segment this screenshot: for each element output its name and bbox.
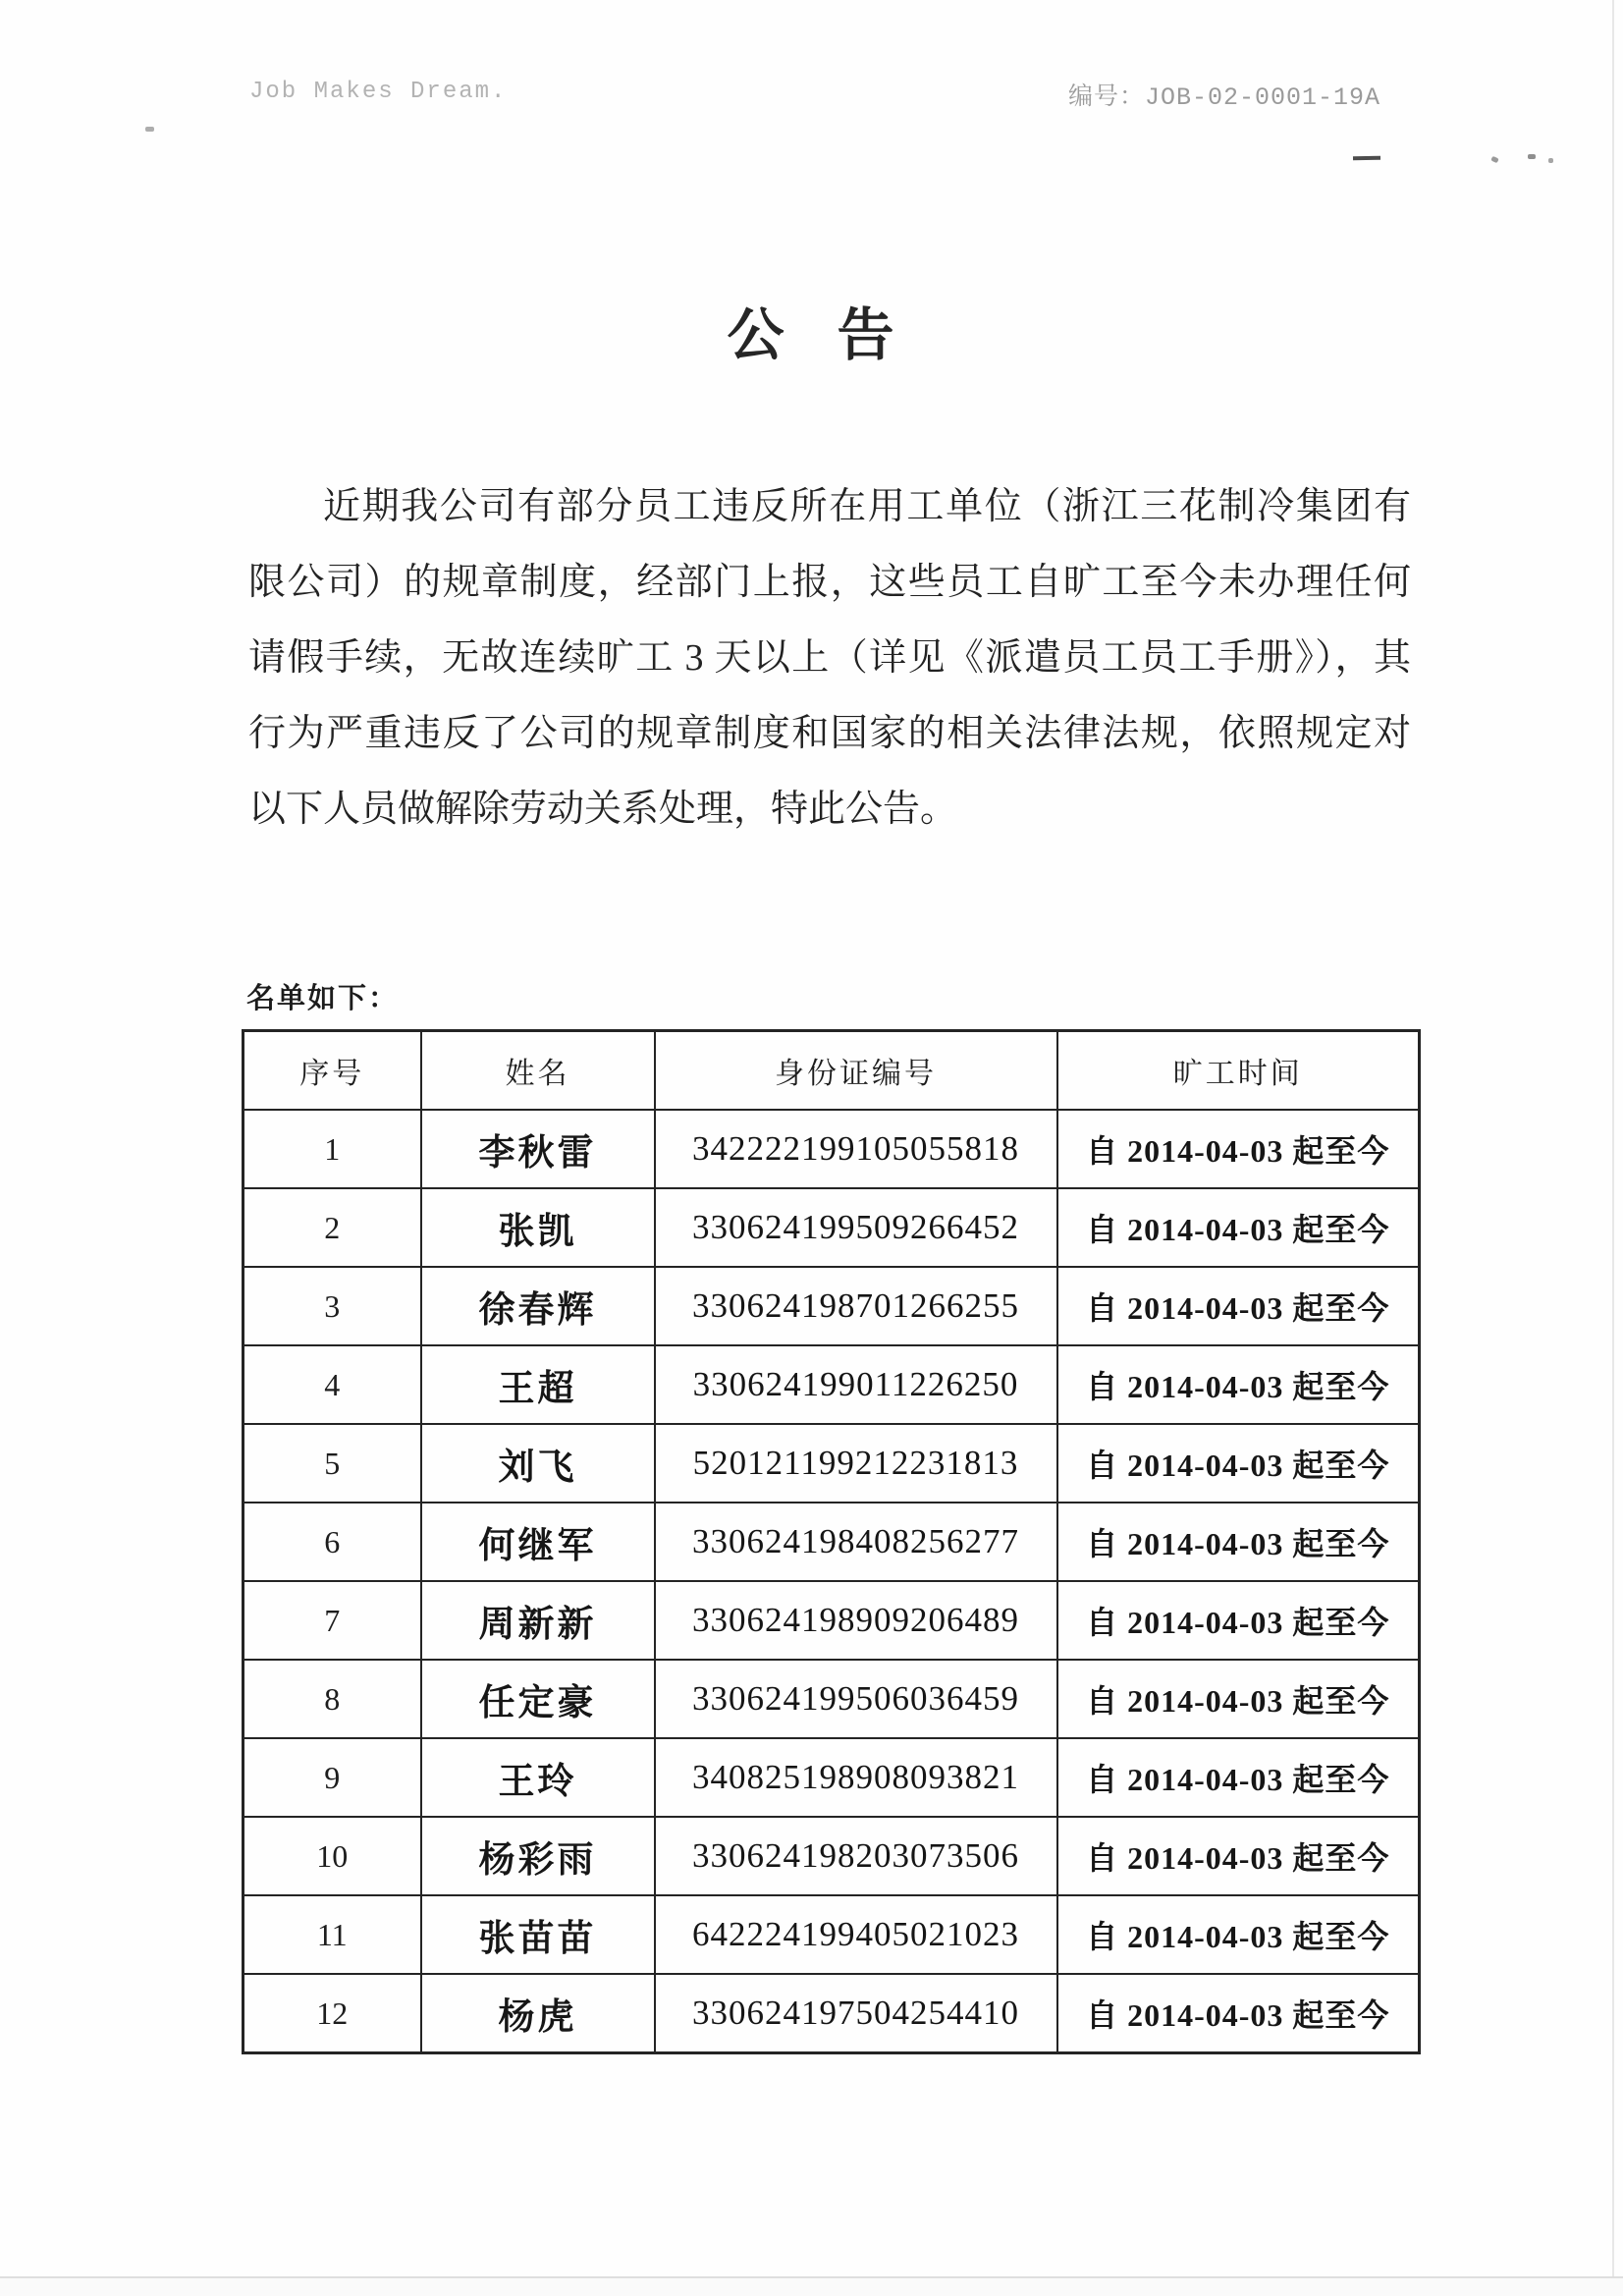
table-row bbox=[243, 1345, 1420, 1424]
period-cell: 自 2014-04-03 起至今 bbox=[1057, 1738, 1420, 1817]
serial-cell: 5 bbox=[243, 1424, 421, 1503]
serial-cell: 10 bbox=[243, 1817, 421, 1895]
id-cell: 330624198701266255 bbox=[655, 1267, 1057, 1345]
name-cell: 杨虎 bbox=[421, 1974, 655, 2053]
table-row bbox=[243, 1738, 1420, 1817]
serial-cell: 11 bbox=[243, 1895, 421, 1974]
table-row bbox=[243, 1974, 1420, 2053]
serial-cell: 8 bbox=[243, 1660, 421, 1738]
name-cell: 周新新 bbox=[421, 1581, 655, 1660]
body-line: 近期我公司有部分员工违反所在用工单位（浙江三花制冷集团有 bbox=[323, 486, 1411, 527]
body-line: 请假手续，无故连续旷工 3 天以上（详见《派遣员工员工手册》），其 bbox=[248, 637, 1411, 679]
body-line: 以下人员做解除劳动关系处理，特此公告。 bbox=[248, 789, 958, 830]
notice-title: 公 告 bbox=[727, 303, 896, 367]
name-cell: 任定豪 bbox=[421, 1660, 655, 1738]
id-cell: 330624198408256277 bbox=[655, 1503, 1057, 1581]
id-cell: 330624199509266452 bbox=[655, 1188, 1057, 1267]
table-row bbox=[243, 1581, 1420, 1660]
table-row bbox=[243, 1503, 1420, 1581]
serial-cell: 3 bbox=[243, 1267, 421, 1345]
table-row bbox=[243, 1188, 1420, 1267]
serial-cell: 4 bbox=[243, 1345, 421, 1424]
name-cell: 张苗苗 bbox=[421, 1895, 655, 1974]
serial-cell: 1 bbox=[243, 1110, 421, 1188]
serial-cell: 2 bbox=[243, 1188, 421, 1267]
roster-label: 名单如下： bbox=[246, 983, 400, 1014]
column-header-period: 旷工时间 bbox=[1057, 1031, 1420, 1111]
letterhead-slogan: Job Makes Dream. bbox=[249, 79, 508, 105]
serial-cell: 9 bbox=[243, 1738, 421, 1817]
id-cell: 330624199506036459 bbox=[655, 1660, 1057, 1738]
body-line: 限公司）的规章制度，经部门上报，这些员工自旷工至今未办理任何 bbox=[248, 562, 1411, 603]
column-header-id: 身份证编号 bbox=[655, 1031, 1057, 1111]
name-cell: 刘飞 bbox=[421, 1424, 655, 1503]
period-cell: 自 2014-04-03 起至今 bbox=[1057, 1581, 1420, 1660]
name-cell: 何继军 bbox=[421, 1503, 655, 1581]
table-row bbox=[243, 1817, 1420, 1895]
table-row bbox=[243, 1895, 1420, 1974]
period-cell: 自 2014-04-03 起至今 bbox=[1057, 1817, 1420, 1895]
id-cell: 330624197504254410 bbox=[655, 1974, 1057, 2053]
serial-cell: 12 bbox=[243, 1974, 421, 2053]
period-cell: 自 2014-04-03 起至今 bbox=[1057, 1110, 1420, 1188]
name-cell: 王玲 bbox=[421, 1738, 655, 1817]
period-cell: 自 2014-04-03 起至今 bbox=[1057, 1188, 1420, 1267]
name-cell: 李秋雷 bbox=[421, 1110, 655, 1188]
table-header-row bbox=[243, 1031, 1420, 1111]
scan-artifact-dash bbox=[1353, 156, 1380, 160]
name-cell: 张凯 bbox=[421, 1188, 655, 1267]
table-row bbox=[243, 1660, 1420, 1738]
column-header-name: 姓名 bbox=[421, 1031, 655, 1111]
column-header-serial: 序号 bbox=[243, 1031, 421, 1111]
scan-artifact-speck bbox=[145, 127, 154, 132]
period-cell: 自 2014-04-03 起至今 bbox=[1057, 1974, 1420, 2053]
period-cell: 自 2014-04-03 起至今 bbox=[1057, 1895, 1420, 1974]
scan-artifact-dot bbox=[1548, 158, 1553, 163]
table-row bbox=[243, 1267, 1420, 1345]
table-row bbox=[243, 1424, 1420, 1503]
page-edge-bottom bbox=[0, 2276, 1623, 2296]
serial-cell: 7 bbox=[243, 1581, 421, 1660]
notice-body bbox=[248, 469, 1411, 847]
id-cell: 340825198908093821 bbox=[655, 1738, 1057, 1817]
name-cell: 杨彩雨 bbox=[421, 1817, 655, 1895]
period-cell: 自 2014-04-03 起至今 bbox=[1057, 1345, 1420, 1424]
body-line: 行为严重违反了公司的规章制度和国家的相关法律法规，依照规定对 bbox=[248, 713, 1411, 754]
scan-artifact-dot bbox=[1528, 154, 1536, 159]
id-cell: 330624199011226250 bbox=[655, 1345, 1057, 1424]
id-cell: 642224199405021023 bbox=[655, 1895, 1057, 1974]
table-row bbox=[243, 1110, 1420, 1188]
period-cell: 自 2014-04-03 起至今 bbox=[1057, 1660, 1420, 1738]
period-cell: 自 2014-04-03 起至今 bbox=[1057, 1424, 1420, 1503]
id-cell: 330624198909206489 bbox=[655, 1581, 1057, 1660]
document-number: 编号：JOB-02-0001-19A bbox=[1068, 83, 1381, 112]
period-cell: 自 2014-04-03 起至今 bbox=[1057, 1267, 1420, 1345]
name-cell: 徐春辉 bbox=[421, 1267, 655, 1345]
period-cell: 自 2014-04-03 起至今 bbox=[1057, 1503, 1420, 1581]
name-cell: 王超 bbox=[421, 1345, 655, 1424]
id-cell: 330624198203073506 bbox=[655, 1817, 1057, 1895]
serial-cell: 6 bbox=[243, 1503, 421, 1581]
roster-table bbox=[242, 1029, 1421, 2054]
id-cell: 342222199105055818 bbox=[655, 1110, 1057, 1188]
id-cell: 520121199212231813 bbox=[655, 1424, 1057, 1503]
scan-artifact-dot bbox=[1490, 156, 1498, 163]
